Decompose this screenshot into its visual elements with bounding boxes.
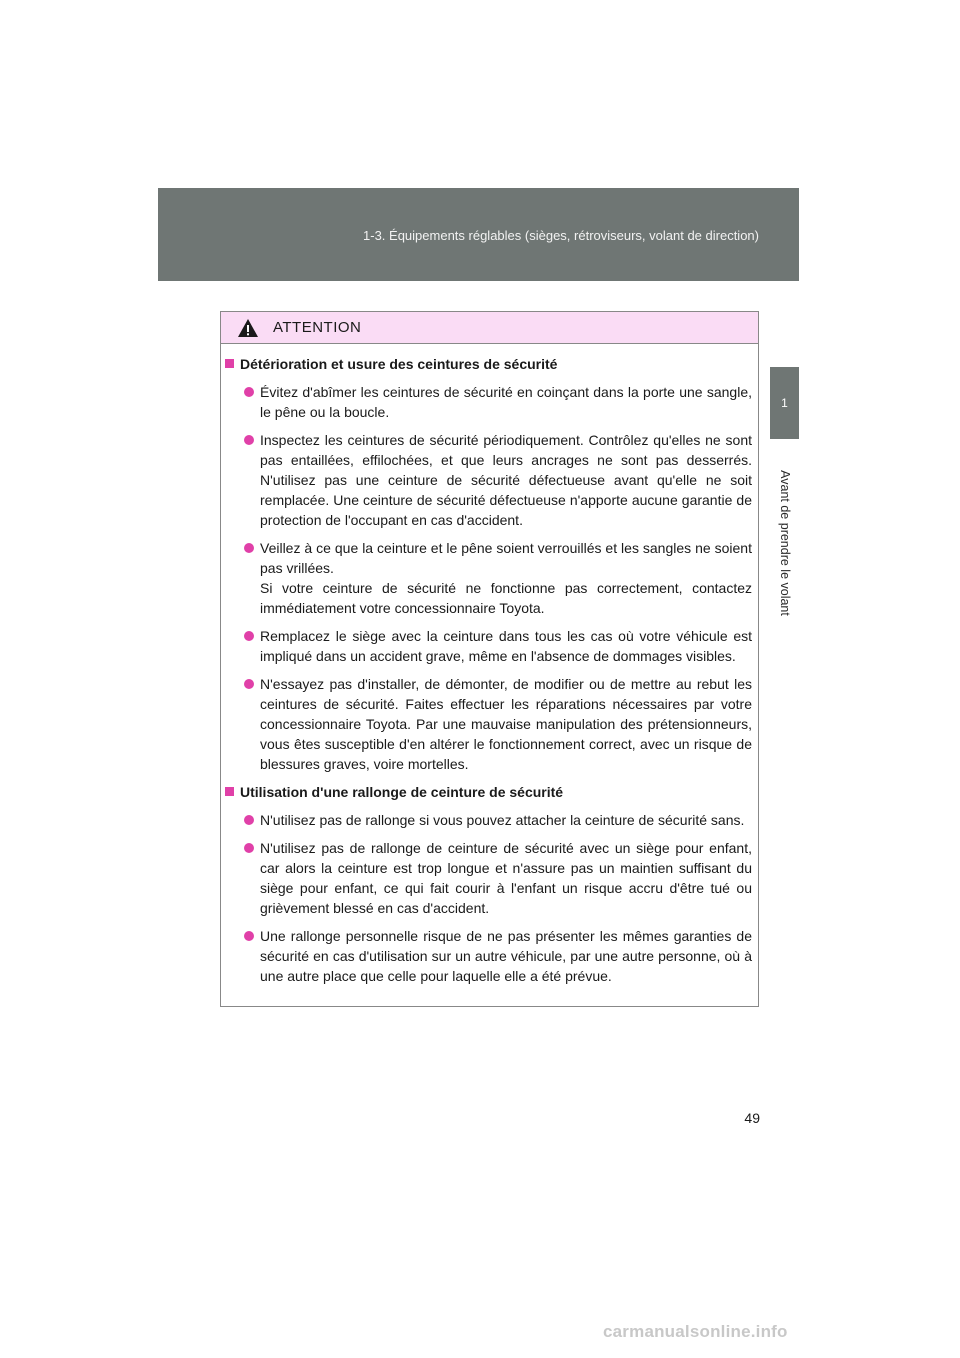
- page-number: 49: [744, 1110, 760, 1126]
- warning-triangle-icon: [237, 318, 259, 338]
- warning-body: [221, 344, 758, 986]
- list-item-text: N'essayez pas d'installer, de démonter, de modifier ou de mettre au rebut les ceintures de sécurité. Faites effectuer les réparations nécessaires par votre concessionnaire Toyota. Par une mauvaise manipulation des prétensionneurs, vous êtes susceptible d'en altérer le fonctionnement correct, avec un risque de blessures graves, voire mortelles.: [260, 676, 752, 772]
- circle-bullet-icon: [244, 387, 254, 397]
- circle-bullet-icon: [244, 815, 254, 825]
- circle-bullet-icon: [244, 679, 254, 689]
- list-item: [225, 810, 752, 830]
- section-heading: [225, 782, 752, 802]
- list-item-text: Remplacez le siège avec la ceinture dans tous les cas où votre véhicule est impliqué dans un accident grave, même en l'absence de dommages visibles.: [260, 628, 752, 664]
- warning-header: [221, 312, 758, 344]
- list-item: [225, 626, 752, 666]
- header-band: [158, 188, 799, 281]
- list-item: [225, 926, 752, 986]
- chapter-label: Avant de prendre le volant: [777, 470, 792, 616]
- section-title: 1-3. Équipements réglables (sièges, rétroviseurs, volant de direction): [363, 228, 759, 243]
- chapter-tab[interactable]: 1: [770, 367, 799, 439]
- circle-bullet-icon: [244, 631, 254, 641]
- circle-bullet-icon: [244, 843, 254, 853]
- list-item-text: Une rallonge personnelle risque de ne pas présenter les mêmes garanties de sécurité en cas d'utilisation sur un autre véhicule, par une autre personne, où à une autre place que celle pour laquelle elle a été prévue.: [260, 928, 752, 984]
- list-item: [225, 838, 752, 918]
- warning-box: [220, 311, 759, 1007]
- square-bullet-icon: [225, 359, 234, 368]
- list-item-text: Inspectez les ceintures de sécurité périodiquement. Contrôlez qu'elles ne sont pas entaillées, effilochées, et que leurs ancrages ne sont pas desserrés. N'utilisez pas une ceinture de sécurité défectueuse avant qu'elle ne soit remplacée. Une ceinture de sécurité défectueuse n'apporte aucune garantie de protection de l'occupant en cas d'accident.: [260, 432, 752, 528]
- square-bullet-icon: [225, 787, 234, 796]
- list-item-text: Veillez à ce que la ceinture et le pêne soient verrouillés et les sangles ne soient pas vrillées. Si votre ceinture de sécurité ne fonctionne pas correctement, contactez immédiatement votre concessionnaire Toyota.: [260, 540, 752, 616]
- watermark: carmanualsonline.info: [603, 1322, 788, 1341]
- list-item: [225, 430, 752, 530]
- chapter-label-container: [770, 448, 799, 638]
- list-item: [225, 382, 752, 422]
- section-heading-text: Utilisation d'une rallonge de ceinture de sécurité: [240, 784, 564, 800]
- list-item-text: N'utilisez pas de rallonge si vous pouvez attacher la ceinture de sécurité sans.: [260, 812, 745, 828]
- list-item: [225, 674, 752, 774]
- circle-bullet-icon: [244, 931, 254, 941]
- circle-bullet-icon: [244, 435, 254, 445]
- circle-bullet-icon: [244, 543, 254, 553]
- section-heading-text: Détérioration et usure des ceintures de sécurité: [240, 356, 558, 372]
- list-item-text: Évitez d'abîmer les ceintures de sécurité en coinçant dans la porte une sangle, le pêne ou la boucle.: [260, 384, 752, 420]
- list-item: [225, 538, 752, 618]
- warning-title: ATTENTION: [273, 319, 362, 336]
- list-item-text: N'utilisez pas de rallonge de ceinture de sécurité avec un siège pour enfant, car alors la ceinture est trop longue et n'assure pas un maintien suffisant du siège pour enfant, ce qui fait courir à l'enfant un risque accru d'être tué ou grièvement blessé en cas d'accident.: [260, 840, 752, 916]
- section-heading: [225, 354, 752, 374]
